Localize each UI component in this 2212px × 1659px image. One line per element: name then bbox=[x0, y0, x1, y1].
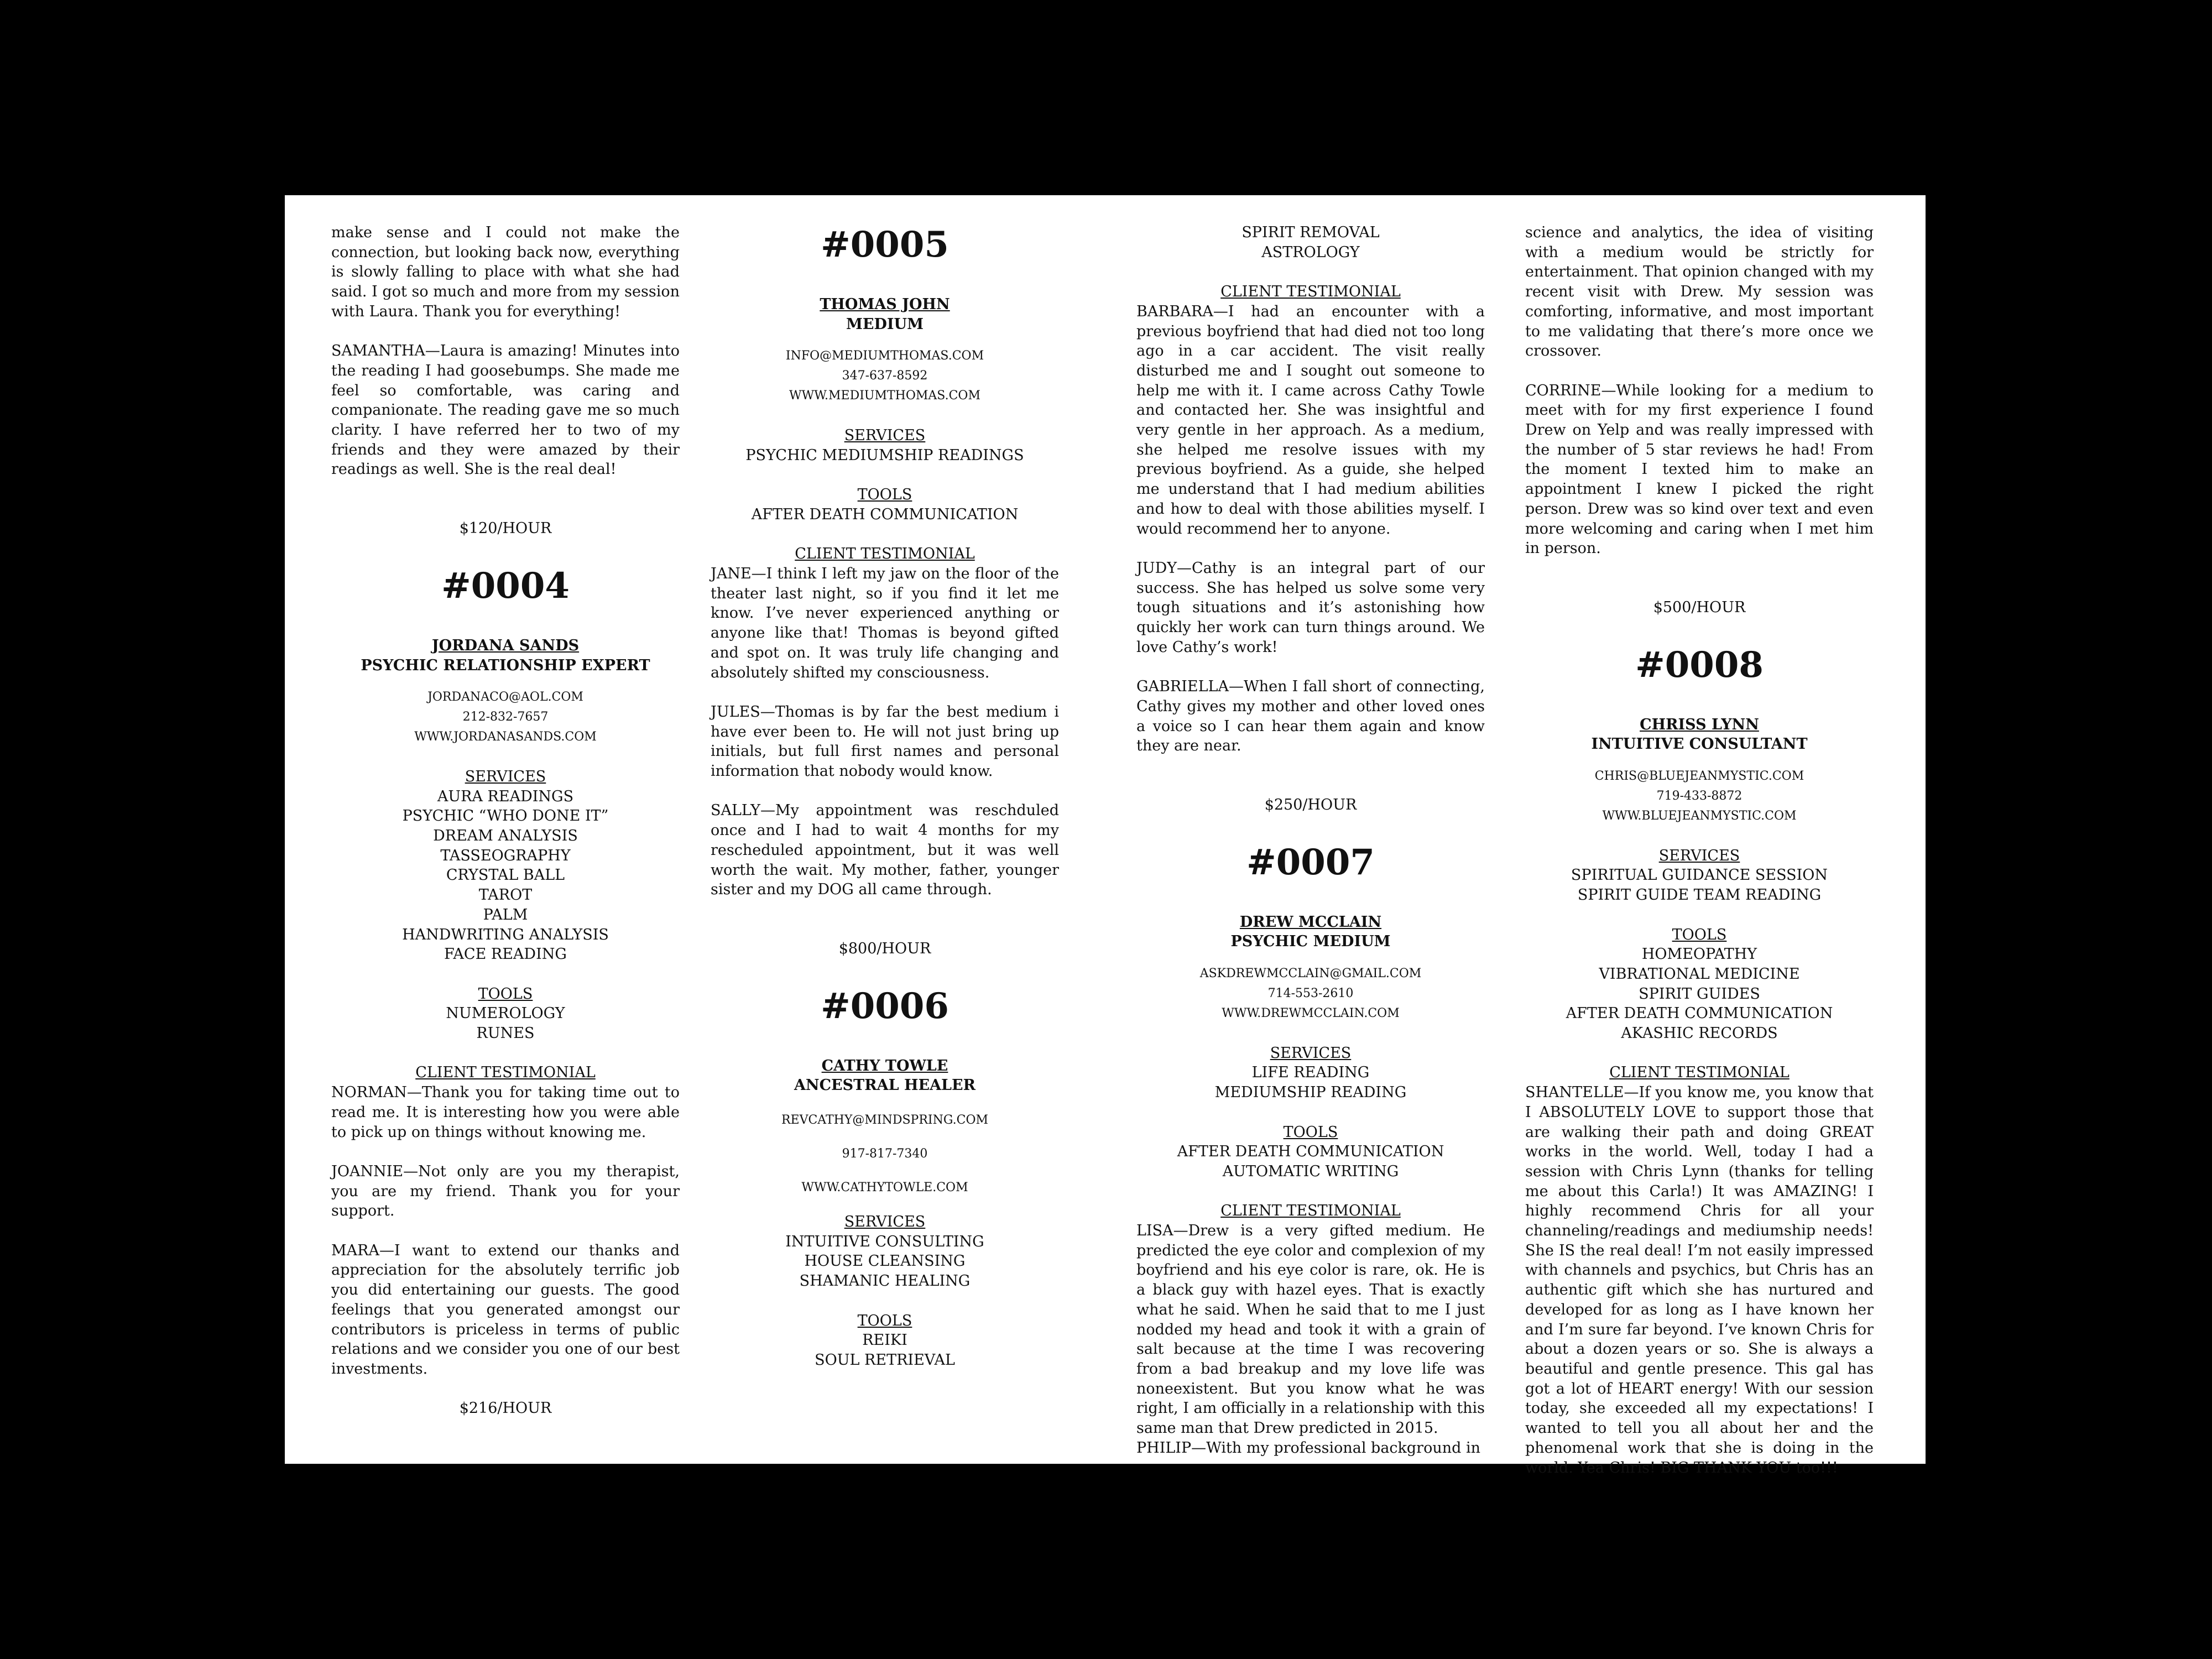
phone: 714-553-2610 bbox=[1267, 987, 1354, 1001]
list-item: PALM bbox=[483, 906, 528, 924]
list-item: REIKI bbox=[862, 1332, 907, 1349]
list-item: AFTER DEATH COMMUNICATION bbox=[751, 505, 1019, 523]
website: WWW.BLUEJEANMYSTIC.COM bbox=[1602, 809, 1797, 823]
list-item: NUMEROLOGY bbox=[446, 1005, 565, 1022]
list-item: RUNES bbox=[476, 1025, 535, 1042]
practitioner-title: ANCESTRAL HEALER bbox=[794, 1077, 976, 1094]
list-item: MEDIUMSHIP READING bbox=[1214, 1084, 1407, 1102]
contact-block bbox=[711, 346, 1059, 406]
services-list bbox=[331, 787, 680, 964]
rate-0005: $800/HOUR bbox=[838, 940, 931, 957]
listing-number-0008: #0008 bbox=[1635, 644, 1764, 686]
testimonial-philip-continued: science and analytics, the idea of visiting with a medium would be strictly for entertainment. That opinion changed with my recent visit with Drew. My session was comforting, informative, and most important to me validating that there’s more once we crossover. bbox=[1525, 224, 1874, 360]
practitioner-title: MEDIUM bbox=[846, 315, 924, 333]
phone: 347-637-8592 bbox=[842, 369, 928, 383]
testimonial-heading: CLIENT TESTIMONIAL bbox=[1220, 1202, 1401, 1220]
testimonial-mara: MARA—I want to extend our thanks and appreciation for the absolutely terrific job you did entertaining our guests. The good feelings that you generated amongst our contributors is priceless in terms of public relations and we consider you one of our best investments. bbox=[331, 1241, 680, 1378]
list-item: HANDWRITING ANALYSIS bbox=[402, 926, 609, 943]
list-item: SPIRITUAL GUIDANCE SESSION bbox=[1571, 867, 1828, 884]
tools-list bbox=[331, 1004, 680, 1043]
list-item: AFTER DEATH COMMUNICATION bbox=[1177, 1143, 1444, 1161]
tools-heading: TOOLS bbox=[857, 486, 912, 504]
tools-list bbox=[711, 1331, 1059, 1370]
testimonial-shantelle: SHANTELLE—If you know me, you know that I ABSOLUTELY LOVE to support those that are walking their path and doing GREAT works in the world. Well, today I had a session with Chris Lynn (thanks for telling me about this Carla!) It was AMAZING! I highly recommend Chris for all your channeling/readings and mediumship needs! She IS the real deal! I’m not easily impressed with channels and psychics, but Chris has an authentic gift which she has nurtured and developed for as long as I have known her and I’m sure far beyond. I’ve known Chris for about a dozen years or so. She is always a beautiful and gentle presence. This gal has got a lot of HEART energy! With our session today, she exceeded all my expectations! I wanted to tell you all about her and the phenomenal work that she is doing in the world. Yea Chris! BIG THANK YOU too!!! bbox=[1525, 1084, 1874, 1477]
list-item: AFTER DEATH COMMUNICATION bbox=[1566, 1005, 1833, 1022]
practitioner-name: CATHY TOWLE bbox=[821, 1057, 948, 1074]
listing-number-0004: #0004 bbox=[441, 565, 570, 607]
list-item: PSYCHIC “WHO DONE IT” bbox=[402, 807, 609, 825]
list-item: LIFE READING bbox=[1251, 1064, 1370, 1082]
testimonial-judy: JUDY—Cathy is an integral part of our success. She has helped us solve some very tough situations and it’s astonishing how quickly her work can turn things around. We love Cathy’s work! bbox=[1136, 559, 1485, 656]
listing-number-0006: #0006 bbox=[821, 985, 949, 1027]
list-item: TASSEOGRAPHY bbox=[440, 847, 571, 864]
testimonial-heading: CLIENT TESTIMONIAL bbox=[795, 545, 975, 563]
tools-list bbox=[711, 505, 1059, 525]
tools-heading: TOOLS bbox=[857, 1312, 912, 1329]
directory-page bbox=[285, 195, 1926, 1477]
column-4 bbox=[1525, 223, 1874, 1478]
contact-block bbox=[711, 1103, 1059, 1204]
list-item: HOMEOPATHY bbox=[1641, 946, 1757, 963]
testimonial-gabriella: GABRIELLA—When I fall short of connecting, Cathy gives my mother and other loved ones a voice so I can hear them again and know they are near. bbox=[1136, 678, 1485, 755]
services-heading: SERVICES bbox=[465, 768, 546, 785]
services-list bbox=[711, 446, 1059, 466]
testimonial-joannie: JOANNIE—Not only are you my therapist, you are my friend. Thank you for your support. bbox=[331, 1162, 680, 1220]
list-item: SHAMANIC HEALING bbox=[799, 1272, 971, 1290]
practitioner-name: DREW MCCLAIN bbox=[1239, 913, 1382, 931]
website: WWW.DREWMCCLAIN.COM bbox=[1222, 1006, 1400, 1021]
practitioner-title: PSYCHIC MEDIUM bbox=[1230, 933, 1391, 951]
practitioner-name: THOMAS JOHN bbox=[820, 296, 950, 313]
list-item: AURA READINGS bbox=[437, 787, 574, 805]
rate-0003: $120/HOUR bbox=[459, 520, 552, 538]
practitioner-title: PSYCHIC RELATIONSHIP EXPERT bbox=[361, 656, 650, 674]
services-heading: SERVICES bbox=[844, 1213, 926, 1231]
list-item: CRYSTAL BALL bbox=[446, 867, 565, 884]
services-heading: SERVICES bbox=[1658, 847, 1740, 864]
testimonial-lisa: LISA—Drew is a very gifted medium. He predicted the eye color and complexion of my boyfriend and his eye color is rare, ok. He is a black guy with hazel eyes. That is exactly what he said. When he said that to me I just nodded my head and took it with a grain of salt because at the time I was recovering from a bad breakup and my love life was noneexistent. But you know what he was right, I am officially in a relationship with this same man that Drew predicted in 2015. bbox=[1136, 1222, 1485, 1437]
email: ASKDREWMCCLAIN@GMAIL.COM bbox=[1199, 967, 1422, 981]
email: INFO@MEDIUMTHOMAS.COM bbox=[785, 349, 984, 363]
list-item: AKASHIC RECORDS bbox=[1621, 1025, 1778, 1042]
listing-number-0005: #0005 bbox=[821, 224, 949, 265]
list-item: AUTOMATIC WRITING bbox=[1222, 1162, 1399, 1180]
contact-block bbox=[331, 687, 680, 747]
testimonial-norman: NORMAN—Thank you for taking time out to read me. It is interesting how you were able to pick up on things without knowing me. bbox=[331, 1084, 680, 1141]
website: WWW.MEDIUMTHOMAS.COM bbox=[789, 389, 980, 403]
services-list bbox=[711, 1232, 1059, 1291]
email: REVCATHY@MINDSPRING.COM bbox=[781, 1113, 989, 1128]
testimonial-jane: JANE—I think I left my jaw on the floor of the theater last night, so if you find it let me know. I’ve never experienced anything or anyone like that! Thomas is beyond gifted and spot on. It was truly life changing and absolutely shifted my consciousness. bbox=[711, 565, 1059, 681]
listing-number-0007: #0007 bbox=[1246, 841, 1375, 883]
list-item: SPIRIT REMOVAL bbox=[1241, 224, 1380, 241]
list-item: ASTROLOGY bbox=[1261, 243, 1360, 261]
contact-block bbox=[1525, 766, 1874, 826]
column-2 bbox=[711, 223, 1059, 1370]
services-heading: SERVICES bbox=[1270, 1044, 1352, 1062]
testimonial-samantha: SAMANTHA—Laura is amazing! Minutes into the reading I had goosebumps. She made me feel so comfortable, was caring and companionate. The reading gave me so much clarity. I have referred her to two of my friends and they were amazed by their readings as well. She is the real deal! bbox=[331, 342, 680, 478]
email: JORDANACO@AOL.COM bbox=[427, 690, 583, 705]
tools-list-continued bbox=[1136, 223, 1485, 262]
services-list bbox=[1525, 865, 1874, 905]
tools-list bbox=[1525, 945, 1874, 1044]
email: CHRIS@BLUEJEANMYSTIC.COM bbox=[1594, 769, 1804, 784]
practitioner-name: CHRISS LYNN bbox=[1640, 716, 1759, 733]
practitioner-name: JORDANA SANDS bbox=[431, 637, 580, 654]
list-item: PSYCHIC MEDIUMSHIP READINGS bbox=[745, 446, 1024, 464]
tools-heading: TOOLS bbox=[478, 985, 533, 1003]
testimonial-sally: SALLY—My appointment was reschduled once and I had to wait 4 months for my rescheduled appointment, but it was well worth the wait. My mother, father, younger sister and my DOG all came through. bbox=[711, 802, 1059, 899]
list-item: SPIRIT GUIDES bbox=[1639, 985, 1760, 1003]
testimonial-heading: CLIENT TESTIMONIAL bbox=[1220, 283, 1401, 301]
services-heading: SERVICES bbox=[844, 427, 926, 445]
list-item: SOUL RETRIEVAL bbox=[815, 1351, 955, 1369]
list-item: TAROT bbox=[478, 886, 533, 904]
testimonial-continued: make sense and I could not make the connection, but looking back now, everything is slowly falling to place with what she had said. I got so much and more from my session with Laura. Thank you for everything! bbox=[331, 224, 680, 320]
testimonial-jules: JULES—Thomas is by far the best medium i have ever been to. He will not just bring up initials, but full first names and personal information that nobody would know. bbox=[711, 703, 1059, 780]
tools-heading: TOOLS bbox=[1283, 1123, 1338, 1141]
tools-list bbox=[1136, 1142, 1485, 1181]
phone: 917-817-7340 bbox=[842, 1147, 928, 1161]
testimonial-philip: PHILIP—With my professional background in bbox=[1136, 1439, 1481, 1457]
column-1 bbox=[331, 223, 680, 1418]
contact-block bbox=[1136, 964, 1485, 1024]
rate-0006: $250/HOUR bbox=[1264, 796, 1357, 813]
list-item: FACE READING bbox=[444, 946, 567, 963]
phone: 212-832-7657 bbox=[462, 710, 549, 724]
testimonial-heading: CLIENT TESTIMONIAL bbox=[415, 1064, 596, 1082]
column-3 bbox=[1136, 223, 1485, 1458]
website: WWW.CATHYTOWLE.COM bbox=[801, 1181, 968, 1195]
list-item: SPIRIT GUIDE TEAM READING bbox=[1577, 886, 1822, 904]
testimonial-barbara: BARBARA—I had an encounter with a previous boyfriend that had died not too long ago in a car accident. The visit really disturbed me and I sought out someone to help me with it. I came across Cathy Towle and contacted her. She was insightful and very gentle in her approach. As a medium, she helped me resolve issues with my previous boyfriend. As a guide, she helped me understand that I had medium abilities and how to deal with those abilities myself. I would recommend her to anyone. bbox=[1136, 302, 1485, 538]
list-item: HOUSE CLEANSING bbox=[804, 1253, 966, 1270]
services-list bbox=[1136, 1063, 1485, 1102]
list-item: DREAM ANALYSIS bbox=[433, 827, 578, 845]
list-item: VIBRATIONAL MEDICINE bbox=[1599, 965, 1800, 983]
practitioner-title: INTUITIVE CONSULTANT bbox=[1591, 735, 1808, 753]
rate-0007: $500/HOUR bbox=[1653, 598, 1746, 616]
testimonial-corrine: CORRINE—While looking for a medium to meet with for my first experience I found Drew on Yelp and was really impressed with the number of 5 star reviews he had! From the moment I texted him to make an appointment I knew I picked the right person. Drew was so kind over text and even more welcoming and caring when I met him in person. bbox=[1525, 382, 1874, 557]
website: WWW.JORDANASANDS.COM bbox=[414, 730, 597, 744]
tools-heading: TOOLS bbox=[1672, 926, 1727, 943]
rate-0004: $216/HOUR bbox=[459, 1400, 552, 1417]
phone: 719-433-8872 bbox=[1656, 789, 1743, 804]
testimonial-heading: CLIENT TESTIMONIAL bbox=[1609, 1064, 1790, 1082]
list-item: INTUITIVE CONSULTING bbox=[785, 1233, 984, 1250]
